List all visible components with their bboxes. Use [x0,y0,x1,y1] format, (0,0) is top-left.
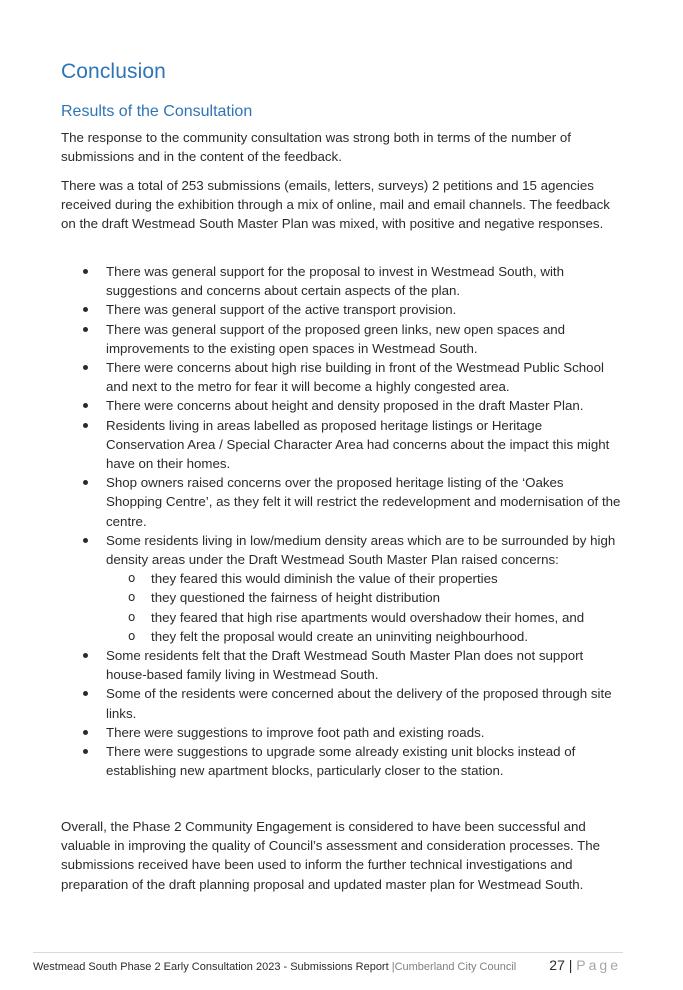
bullet-icon [83,480,88,485]
bullet-icon [83,423,88,428]
list-item: There was general support of the proposed green links, new open spaces and improvements to the existing open spaces in Westmead South. [61,320,621,358]
page-title: Conclusion [61,60,166,83]
list-item: There was general support for the proposal to invest in Westmead South, with suggestions and concerns about certain aspects of the plan. [61,262,621,300]
list-item: Residents living in areas labelled as proposed heritage listings or Heritage Conservation Area / Special Character Area had concerns about the impact this might have on their homes. [61,416,621,474]
page-number-separator: | [568,957,573,973]
footer-report-name: Westmead South Phase 2 Early Consultation 2023 - Submissions Report [33,961,389,973]
sub-list-item: o they questioned the fairness of height distribution [106,588,621,607]
bullet-icon [83,653,88,658]
page-number: 27 [549,957,565,973]
results-bullet-list [61,262,621,780]
sub-list-item: o they feared that high rise apartments would overshadow their homes, and [106,608,621,627]
sub-list-item: o they feared this would diminish the value of their properties [106,569,621,588]
circle-bullet-icon: o [128,571,136,586]
list-item: Some residents living in low/medium density areas which are to be surrounded by high density areas under the Draft Westmead South Master Plan raised concerns: o they feared this would diminish the value of their properties o they questioned the fairness of height distribution o they feared that high rise apartments would overshadow their homes, and o they felt the proposal would create an uninviting neighbourhood. [61,531,621,646]
bullet-icon [83,269,88,274]
list-item: There were suggestions to upgrade some already existing unit blocks instead of establishing new apartment blocks, particularly closer to the station. [61,742,621,780]
list-item: There were concerns about height and density proposed in the draft Master Plan. [61,396,621,415]
footer-council-name: Cumberland City Council [394,961,517,973]
list-item: Some of the residents were concerned about the delivery of the proposed through site links. [61,684,621,722]
bullet-icon [83,730,88,735]
bullet-icon [83,691,88,696]
footer-page-number [549,957,621,973]
concerns-sub-list [106,569,621,646]
bullet-icon [83,538,88,543]
bullet-icon [83,403,88,408]
paragraph-overall: Overall, the Phase 2 Community Engagement is considered to have been successful and valuable in improving the quality of Council’s assessment and consideration processes. The submissions received have been used to inform the further technical investigations and preparation of the draft planning proposal and updated master plan for Westmead South. [61,819,601,892]
circle-bullet-icon: o [128,628,136,643]
paragraph-response: The response to the community consultation was strong both in terms of the number of submissions and in the content of the feedback. [61,130,571,165]
list-item: Some residents felt that the Draft Westmead South Master Plan does not support house-based family living in Westmead South. [61,646,621,684]
circle-bullet-icon: o [128,590,136,605]
paragraph-submissions: There was a total of 253 submissions (emails, letters, surveys) 2 petitions and 15 agencies received during the exhibition through a mix of online, mail and email channels. The feedback on the draft Westmead South Master Plan was mixed, with positive and negative responses. [61,178,610,232]
bullet-icon [83,365,88,370]
circle-bullet-icon: o [128,609,136,624]
bullet-icon [83,307,88,312]
footer-separator: | [391,961,395,973]
list-item: There was general support of the active transport provision. [61,300,621,319]
footer-report-title [33,961,516,973]
bullet-icon [83,327,88,332]
page-footer [33,952,623,973]
section-heading: Results of the Consultation [61,103,253,120]
list-item: There were suggestions to improve foot path and existing roads. [61,723,621,742]
bullet-icon [83,749,88,754]
page-word: Page [576,957,621,973]
sub-list-item: o they felt the proposal would create an uninviting neighbourhood. [106,627,621,646]
list-item: Shop owners raised concerns over the proposed heritage listing of the ‘Oakes Shopping Centre’, as they felt it will restrict the redevelopment and modernisation of the centre. [61,473,621,531]
list-item: There were concerns about high rise building in front of the Westmead Public School and next to the metro for fear it will become a highly congested area. [61,358,621,396]
